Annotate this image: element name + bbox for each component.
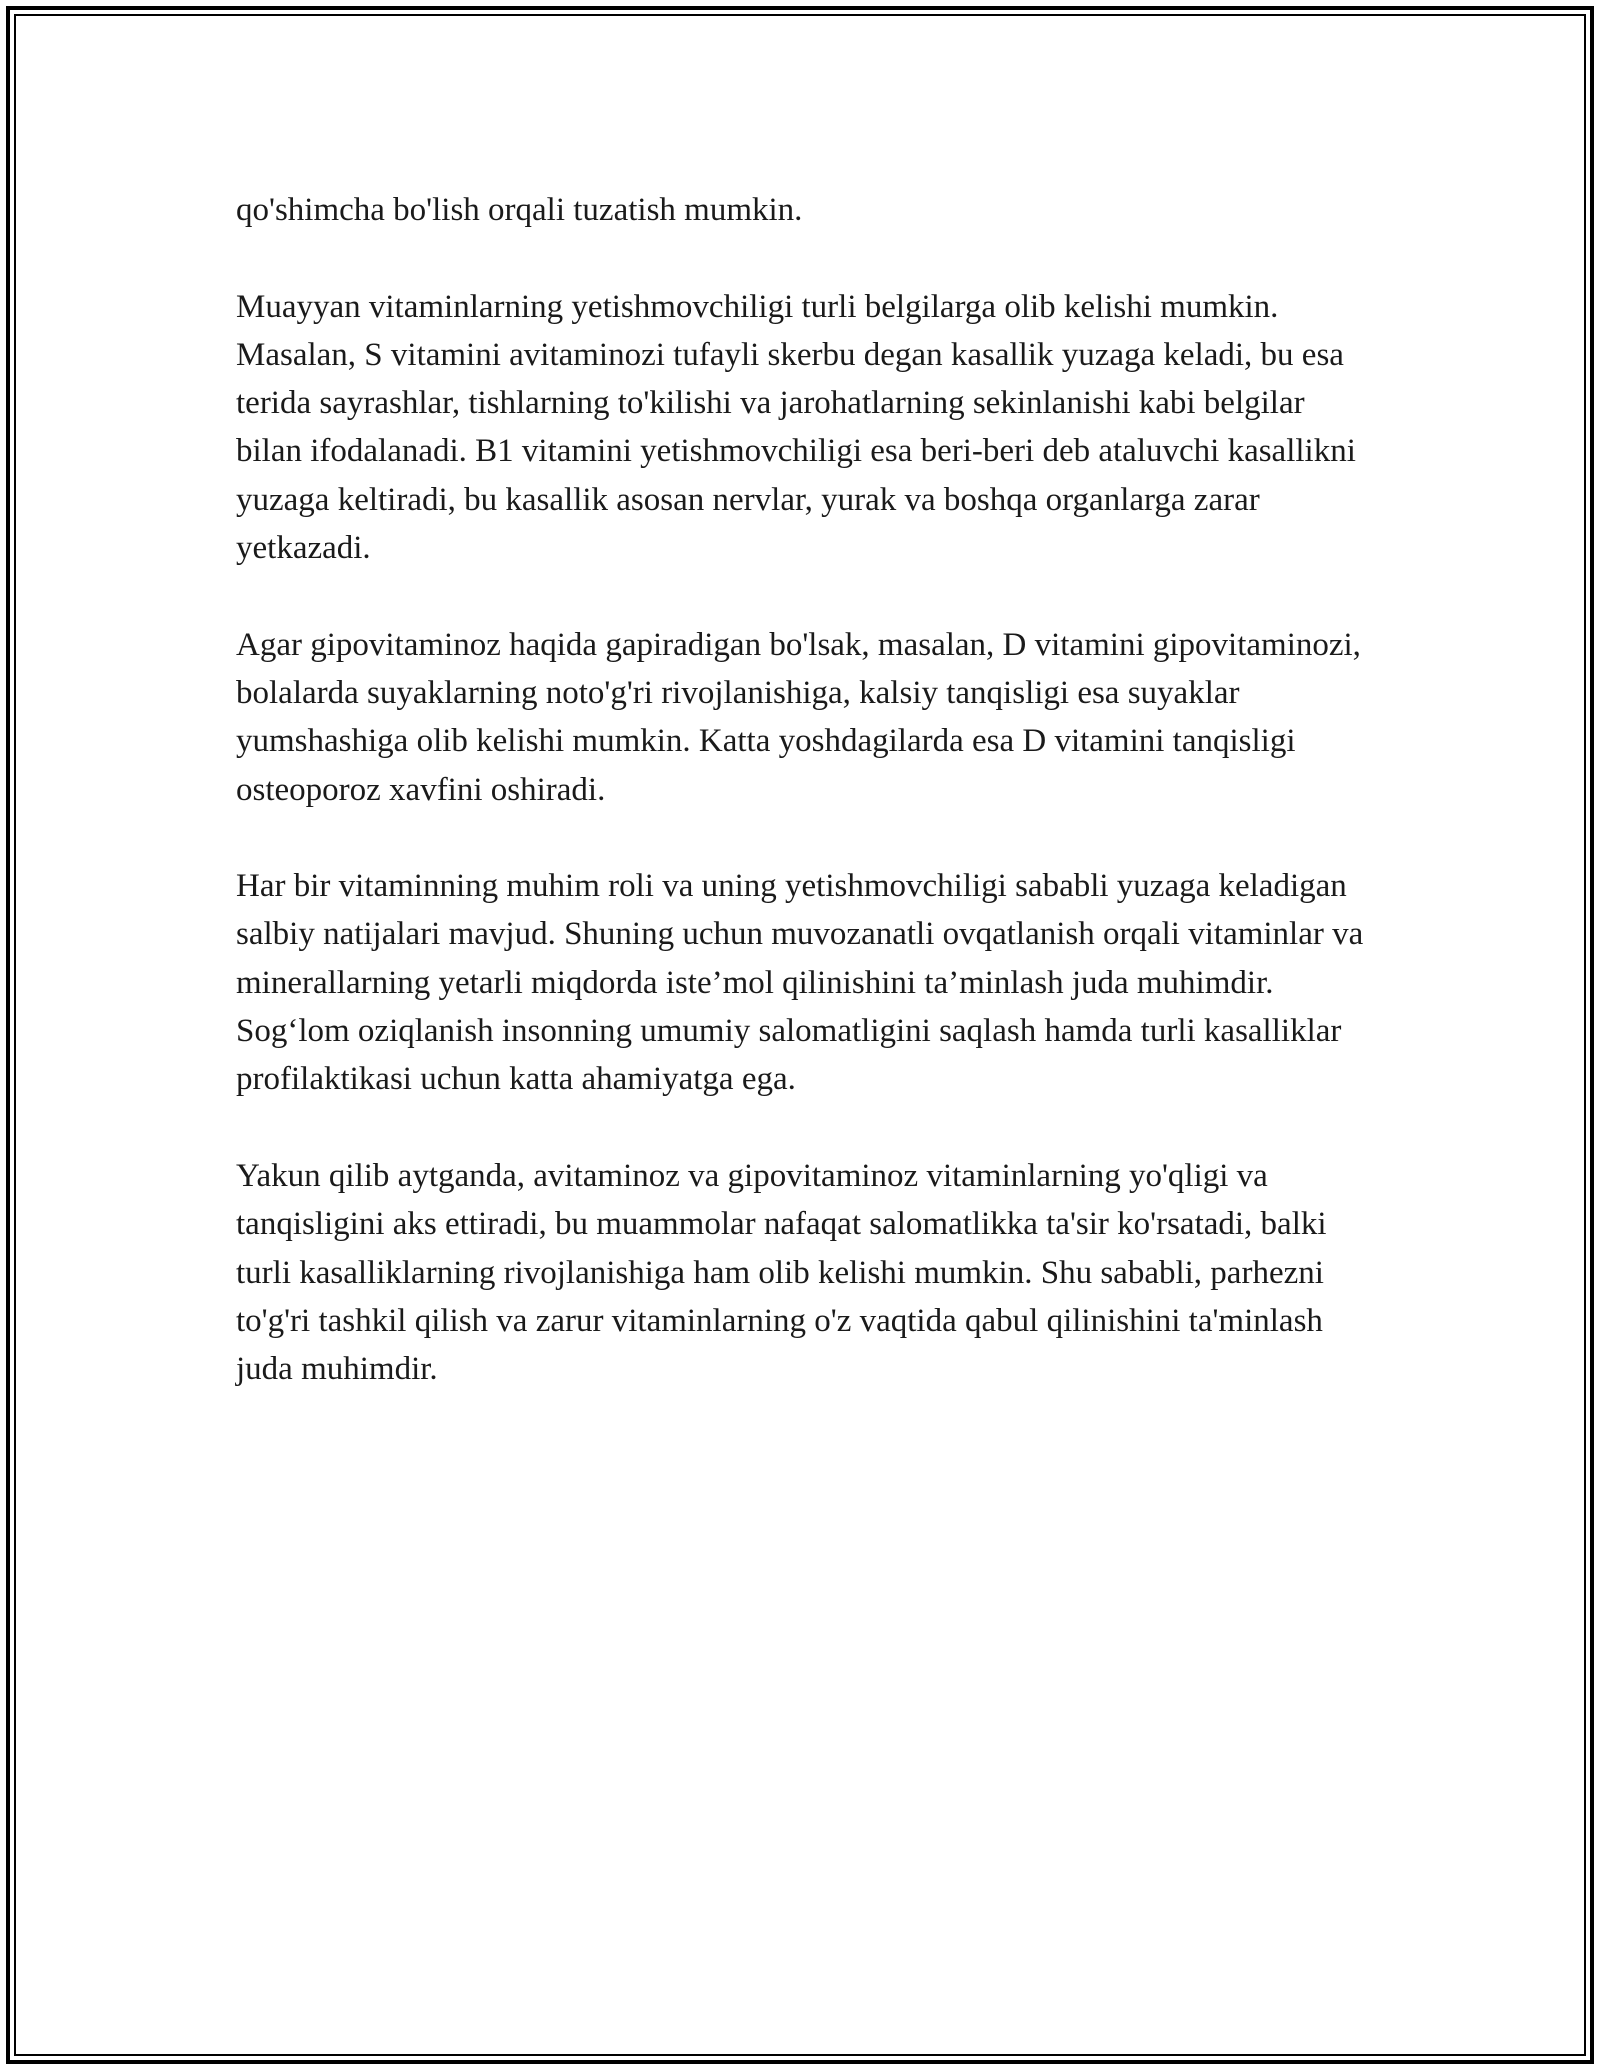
paragraph: Muayyan vitaminlarning yetishmovchiligi turli belgilarga olib kelishi mumkin. Masalan, S vitamini avitaminozi tufayli skerbu degan kasallik yuzaga keladi, bu esa terida sayrashlar, tishlarning to'kilishi va jarohatlarning sekinlanishi kabi belgilar bilan ifodalanadi. B1 vitamini yetishmovchiligi esa beri-beri deb ataluvchi kasallikni yuzaga keltiradi, bu kasallik asosan nervlar, yurak va boshqa organlarga zarar yetkazadi. <box>236 288 1356 567</box>
paragraph: Agar gipovitaminoz haqida gapiradigan bo'lsak, masalan, D vitamini gipovitaminozi, bolalarda suyaklarning noto'g'ri rivojlanishiga, kalsiy tanqisligi esa suyaklar yumshashiga olib kelishi mumkin. Katta yoshdagilarda esa D vitamini tanqisligi osteoporoz xavfini oshiradi. <box>236 626 1361 808</box>
paragraph: Yakun qilib aytganda, avitaminoz va gipovitaminoz vitaminlarning yo'qligi va tanqisligini aks ettiradi, bu muammolar nafaqat salomatlikka ta'sir ko'rsatadi, balki turli kasalliklarning rivojlanishiga ham olib kelishi mumkin. Shu sababli, parhezni to'g'ri tashkil qilish va zarur vitaminlarning o'z vaqtida qabul qilinishini ta'minlash juda muhimdir. <box>236 1157 1327 1388</box>
paragraph: qo'shimcha bo'lish orqali tuzatish mumkin. <box>236 192 803 228</box>
paragraph: Har bir vitaminning muhim roli va uning yetishmovchiligi sababli yuzaga keladigan salbiy natijalari mavjud. Shuning uchun muvozanatli ovqatlanish orqali vitaminlar va minerallarning yetarli miqdorda iste’mol qilinishini ta’minlash juda muhimdir. Sog‘lom oziqlanish insonning umumiy salomatligini saqlash hamda turli kasalliklar profilaktikasi uchun katta ahamiyatga ega. <box>236 868 1364 1098</box>
document-body <box>236 186 1366 1442</box>
